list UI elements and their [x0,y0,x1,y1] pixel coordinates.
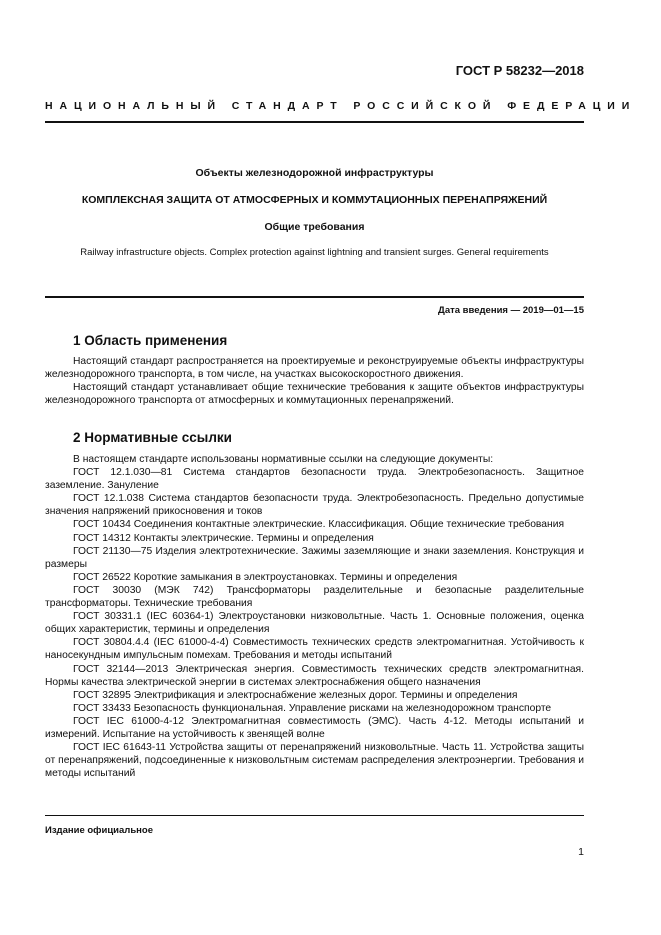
section-1-heading: 1 Область применения [73,333,228,348]
title-object: Объекты железнодорожной инфраструктуры [195,167,434,179]
reference-item: ГОСТ 26522 Короткие замыкания в электроустановках. Термины и определения [73,571,458,583]
title-subtitle: Общие требования [264,221,365,233]
reference-item: ГОСТ 32895 Электрификация и электроснабжение железных дорог. Термины и определения [73,689,518,701]
paragraph: Настоящий стандарт распространяется на проектируемые и реконструируемые объекты инфраструктуры железнодорожного транспорта, в том числе, на участках высокоскоростного движения. [45,356,584,381]
reference-item: ГОСТ 30331.1 (IEC 60364-1) Электроустановки низковольтные. Часть 1. Основные положения, оценка общих характеристик, термины и определения [45,611,584,636]
paragraph: Настоящий стандарт устанавливает общие технические требования к защите объектов инфраструктуры железнодорожного транспорта от атмосферных и коммутационных перенапряжений. [45,382,584,407]
section-2-heading: 2 Нормативные ссылки [73,430,232,445]
national-standard-banner: НАЦИОНАЛЬНЫЙ СТАНДАРТ РОССИЙСКОЙ ФЕДЕРАЦИИ [45,100,637,112]
title-main: КОМПЛЕКСНАЯ ЗАЩИТА ОТ АТМОСФЕРНЫХ И КОММУТАЦИОННЫХ ПЕРЕНАПРЯЖЕНИЙ [81,194,548,206]
reference-item: ГОСТ 21130—75 Изделия электротехнические. Зажимы заземляющие и знаки заземления. Конструкция и размеры [45,545,584,570]
section-1-body [45,355,584,407]
title-divider [45,296,584,298]
reference-item: ГОСТ 30804.4.4 (IEC 61000-4-4) Совместимость технических средств электромагнитная. Устойчивость к наносекундным импульсным помехам. Требования и методы испытаний [45,637,584,662]
official-edition-label: Издание официальное [45,825,153,836]
top-divider [45,121,584,123]
page-number: 1 [578,846,584,858]
reference-item: ГОСТ 12.1.030—81 Система стандартов безопасности труда. Электробезопасность. Защитное заземление. Зануление [45,467,584,492]
introduction-date: Дата введения — 2019—01—15 [438,305,584,316]
title-english: Railway infrastructure objects. Complex protection against lightning and transient surges. General requirements [80,247,549,258]
reference-item: ГОСТ 10434 Соединения контактные электрические. Классификация. Общие технические требования [73,519,565,531]
reference-item: ГОСТ 30030 (МЭК 742) Трансформаторы разделительные и безопасные разделительные трансформаторы. Технические требования [45,584,584,610]
paragraph: В настоящем стандарте использованы нормативные ссылки на следующие документы: [73,454,494,465]
reference-item: ГОСТ 32144—2013 Электрическая энергия. Совместимость технических средств электромагнитная. Нормы качества электрической энергии в системах электроснабжения общего назначения [45,663,584,688]
reference-item: ГОСТ 12.1.038 Система стандартов безопасности труда. Электробезопасность. Предельно допустимые значения напряжений прикосновения и токов [45,493,584,518]
reference-item: ГОСТ IEC 61000-4-12 Электромагнитная совместимость (ЭМС). Часть 4-12. Методы испытаний и измерений. Испытание на устойчивость к звенящей волне [45,715,584,740]
section-2-body [45,453,584,780]
footer-divider [45,815,584,816]
reference-item: ГОСТ 33433 Безопасность функциональная. Управление рисками на железнодорожном транспорте [73,702,552,714]
reference-item: ГОСТ IEC 61643-11 Устройства защиты от перенапряжений низковольтные. Часть 11. Устройства защиты от перенапряжений, подсоединенные к низковольтным системам распределения электроэнергии. Требования и методы испытаний [45,742,584,780]
document-number: ГОСТ Р 58232—2018 [455,63,584,78]
reference-item: ГОСТ 14312 Контакты электрические. Термины и определения [73,532,374,544]
